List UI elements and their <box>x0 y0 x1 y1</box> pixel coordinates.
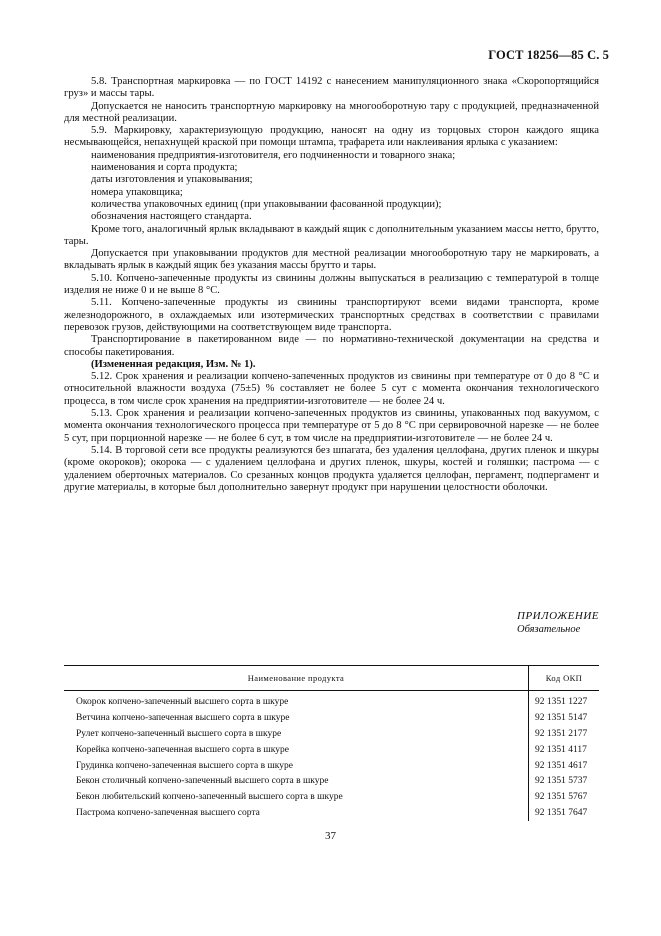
okp-table <box>64 665 599 821</box>
paragraph: (Измененная редакция, Изм. № 1). <box>91 358 256 370</box>
okp-code-cell: 92 1351 7647 <box>535 808 588 819</box>
page-number: 37 <box>325 830 336 842</box>
product-name-cell: Бекон столичный копчено-запеченный высшего сорта в шкуре <box>64 773 529 789</box>
paragraph: 5.8. Транспортная маркировка — по ГОСТ 14192 с нанесением манипуляционного знака «Скоропортящийся груз» и массы тары. <box>64 76 599 100</box>
product-name-cell: Бекон любительский копчено-запеченный высшего сорта в шкуре <box>64 789 529 805</box>
appendix-label <box>517 610 599 636</box>
okp-code-cell: 92 1351 5147 <box>535 712 588 723</box>
paragraph: 5.13. Срок хранения и реализации копчено-запеченных продуктов из свинины, упакованных под вакуумом, с момента окончания технологического процесса при температуре от 5 до 8 °С при сервировочной нарезке — не более 5 сут, при порционной нарезке — не более 6 сут, в том числе на предприятии-изготовителе — не более 24 ч. <box>64 408 599 444</box>
table-row <box>64 789 599 805</box>
appendix-title: ПРИЛОЖЕНИЕ <box>517 610 599 622</box>
paragraph: количества упаковочных единиц (при упаковывании фасованной продукции); <box>91 198 442 210</box>
body-text <box>64 76 599 494</box>
table-row <box>64 710 599 726</box>
product-name-cell: Пастрома копчено-запеченная высшего сорта <box>64 805 529 821</box>
okp-code-cell: 92 1351 5737 <box>535 776 588 787</box>
paragraph: даты изготовления и упаковывания; <box>91 174 253 186</box>
paragraph: 5.10. Копчено-запеченные продукты из свинины должны выпускаться в реализацию с температурой в толще изделия не ниже 0 и не выше 8 °С. <box>64 272 599 297</box>
paragraph: Кроме того, аналогичный ярлык вкладывают в каждый ящик с дополнительным указанием массы нетто, брутто, тары. <box>64 223 599 247</box>
table-row <box>64 758 599 774</box>
table-row <box>64 773 599 789</box>
product-name-cell: Корейка копчено-запеченная высшего сорта в шкуре <box>64 742 529 758</box>
okp-code-cell: 92 1351 4117 <box>535 744 587 755</box>
paragraph: 5.12. Срок хранения и реализации копчено-запеченных продуктов из свинины при температуре от 0 до 8 °С и относительной влажности воздуха (75±5) % составляет не более 5 сут с момента окончания технологического процесса, в том числе срок хранения на предприятии-изготовителе — не более 24 ч. <box>64 371 599 407</box>
appendix-subtitle: Обязательное <box>517 624 581 635</box>
paragraph: 5.11. Копчено-запеченные продукты из свинины транспортируют всеми видами транспорта, кроме железнодорожного, в охлаждаемых или изотермических транспортных средствах в соответствии с правилами перевозок грузов, действующими на соответствующем виде транспорта. <box>64 297 599 333</box>
table-body <box>64 691 599 822</box>
paragraph: Допускается при упаковывании продуктов для местной реализации многооборотную тару не маркировать, а вкладывать ярлык в каждый ящик без указания массы брутто и тары. <box>64 248 599 272</box>
product-name-cell: Грудинка копчено-запеченная высшего сорта в шкуре <box>64 758 529 774</box>
paragraph: обозначения настоящего стандарта. <box>91 211 252 223</box>
table-row <box>64 805 599 821</box>
table-row <box>64 691 599 710</box>
product-name-cell: Окорок копчено-запеченный высшего сорта в шкуре <box>64 691 529 710</box>
table-header-row <box>64 666 599 691</box>
okp-code-cell: 92 1351 2177 <box>535 728 588 739</box>
table-row <box>64 726 599 742</box>
okp-code-cell: 92 1351 1227 <box>535 696 588 707</box>
page-header: ГОСТ 18256—85 С. 5 <box>488 48 609 62</box>
column-header-code: Код ОКП <box>529 666 600 691</box>
table-row <box>64 742 599 758</box>
paragraph: Транспортирование в пакетированном виде — по нормативно-технической документации на средства и способы пакетирования. <box>64 334 599 358</box>
column-header-product: Наименование продукта <box>64 666 529 691</box>
product-name-cell: Рулет копчено-запеченный высшего сорта в шкуре <box>64 726 529 742</box>
okp-code-cell: 92 1351 4617 <box>535 760 588 771</box>
paragraph: наименования и сорта продукта; <box>91 162 238 174</box>
paragraph: Допускается не наносить транспортную маркировку на многооборотную тару с продукцией, предназначенной для местной реализации. <box>64 100 599 124</box>
product-name-cell: Ветчина копчено-запеченная высшего сорта в шкуре <box>64 710 529 726</box>
paragraph: 5.9. Маркировку, характеризующую продукцию, наносят на одну из торцовых сторон каждого ящика несмывающейся, непахнущей краской при помощи штампа, трафарета или наклеивания ярлыка с указанием: <box>64 125 599 149</box>
paragraph: номера упаковщика; <box>91 186 183 198</box>
okp-code-cell: 92 1351 5767 <box>535 792 588 803</box>
paragraph: 5.14. В торговой сети все продукты реализуются без шпагата, без удаления целлофана, других пленок и шкуры (кроме окороков); окорока — с удалением целлофана и других пленок, шкуры, костей и голяшки; пастрома — с удалением оберточных материалов. Со срезанных концов продукта удаляется целлофан, пергамент, подпергамент и другие материалы, в которые был дополнительно завернут продукт при нарушении целостности оболочки. <box>64 444 599 493</box>
paragraph: наименования предприятия-изготовителя, его подчиненности и товарного знака; <box>91 149 456 161</box>
